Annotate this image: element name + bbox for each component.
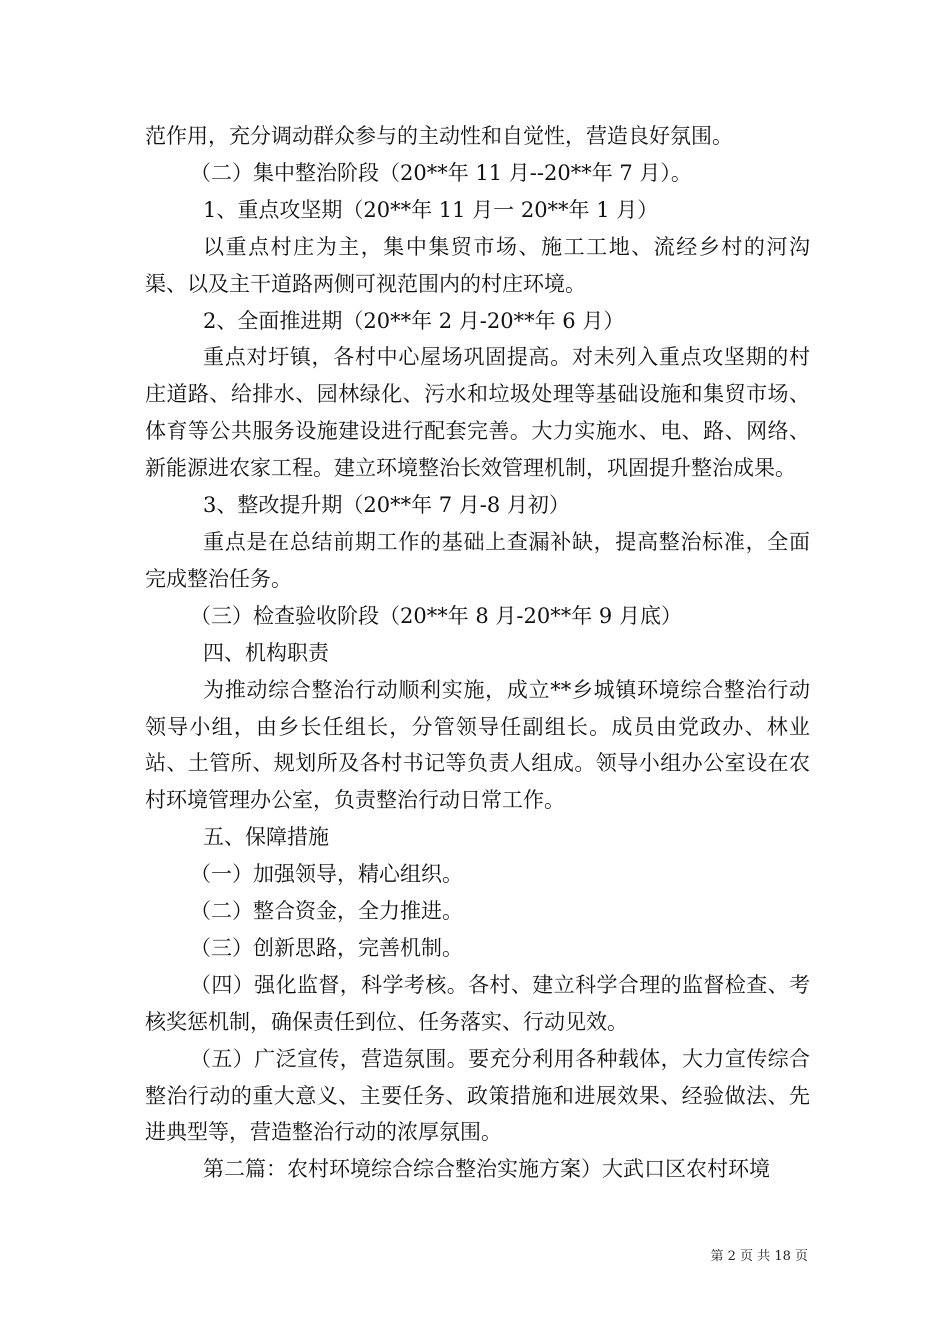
paragraph: 重点是在总结前期工作的基础上查漏补缺，提高整治标准，全面完成整治任务。: [145, 529, 810, 591]
paragraph: 第二篇：农村环境综合综合整治实施方案）大武口区农村环境: [203, 1157, 770, 1182]
subsection-heading: 3、整改提升期（20**年 7 月-8 月初）: [203, 493, 570, 518]
section-heading: （三）检查验收阶段（20**年 8 月-20**年 9 月底）: [190, 603, 682, 628]
measure-item: （四）强化监督，科学考核。各村、建立科学合理的监督检查、考核奖惩机制，确保责任到位、任务落实、行动见效。: [145, 972, 810, 1034]
subsection-heading: 2、全面推进期（20**年 2 月-20**年 6 月）: [203, 308, 625, 333]
paragraph: 以重点村庄为主，集中集贸市场、施工工地、流经乡村的河沟渠、以及主干道路两侧可视范围内的村庄环境。: [145, 234, 810, 296]
section-heading: （二）集中整治阶段（20**年 11 月--20**年 7 月）。: [190, 160, 692, 185]
page-number-footer: 第 2 页 共 18 页: [710, 1249, 808, 1264]
measure-item: （五）广泛宣传，营造氛围。要充分利用各种载体，大力宣传综合整治行动的重大意义、主要任务、政策措施和进展效果、经验做法、先进典型等，营造整治行动的浓厚氛围。: [145, 1046, 810, 1145]
document-body: [145, 118, 810, 1188]
measure-item: （一）加强领导，精心组织。: [190, 862, 463, 887]
chapter-heading: 五、保障措施: [203, 825, 329, 850]
chapter-heading: 四、机构职责: [203, 640, 329, 665]
measure-item: （三）创新思路，完善机制。: [190, 935, 463, 960]
paragraph: 为推动综合整治行动顺利实施，成立**乡城镇环境综合整治行动领导小组，由乡长任组长，分管领导任副组长。成员由党政办、林业站、土管所、规划所及各村书记等负责人组成。领导小组办公室设在农村环境管理办公室，负责整治行动日常工作。: [145, 677, 810, 813]
measure-item: （二）整合资金，全力推进。: [190, 899, 463, 924]
paragraph: 重点对圩镇，各村中心屋场巩固提高。对未列入重点攻坚期的村庄道路、给排水、园林绿化、污水和垃圾处理等基础设施和集贸市场、体育等公共服务设施建设进行配套完善。大力实施水、电、路、网络、新能源进农家工程。建立环境整治长效管理机制，巩固提升整治成果。: [145, 345, 810, 481]
paragraph: 范作用，充分调动群众参与的主动性和自觉性，营造良好氛围。: [145, 124, 733, 148]
subsection-heading: 1、重点攻坚期（20**年 11 月一 20**年 1 月）: [203, 197, 659, 222]
